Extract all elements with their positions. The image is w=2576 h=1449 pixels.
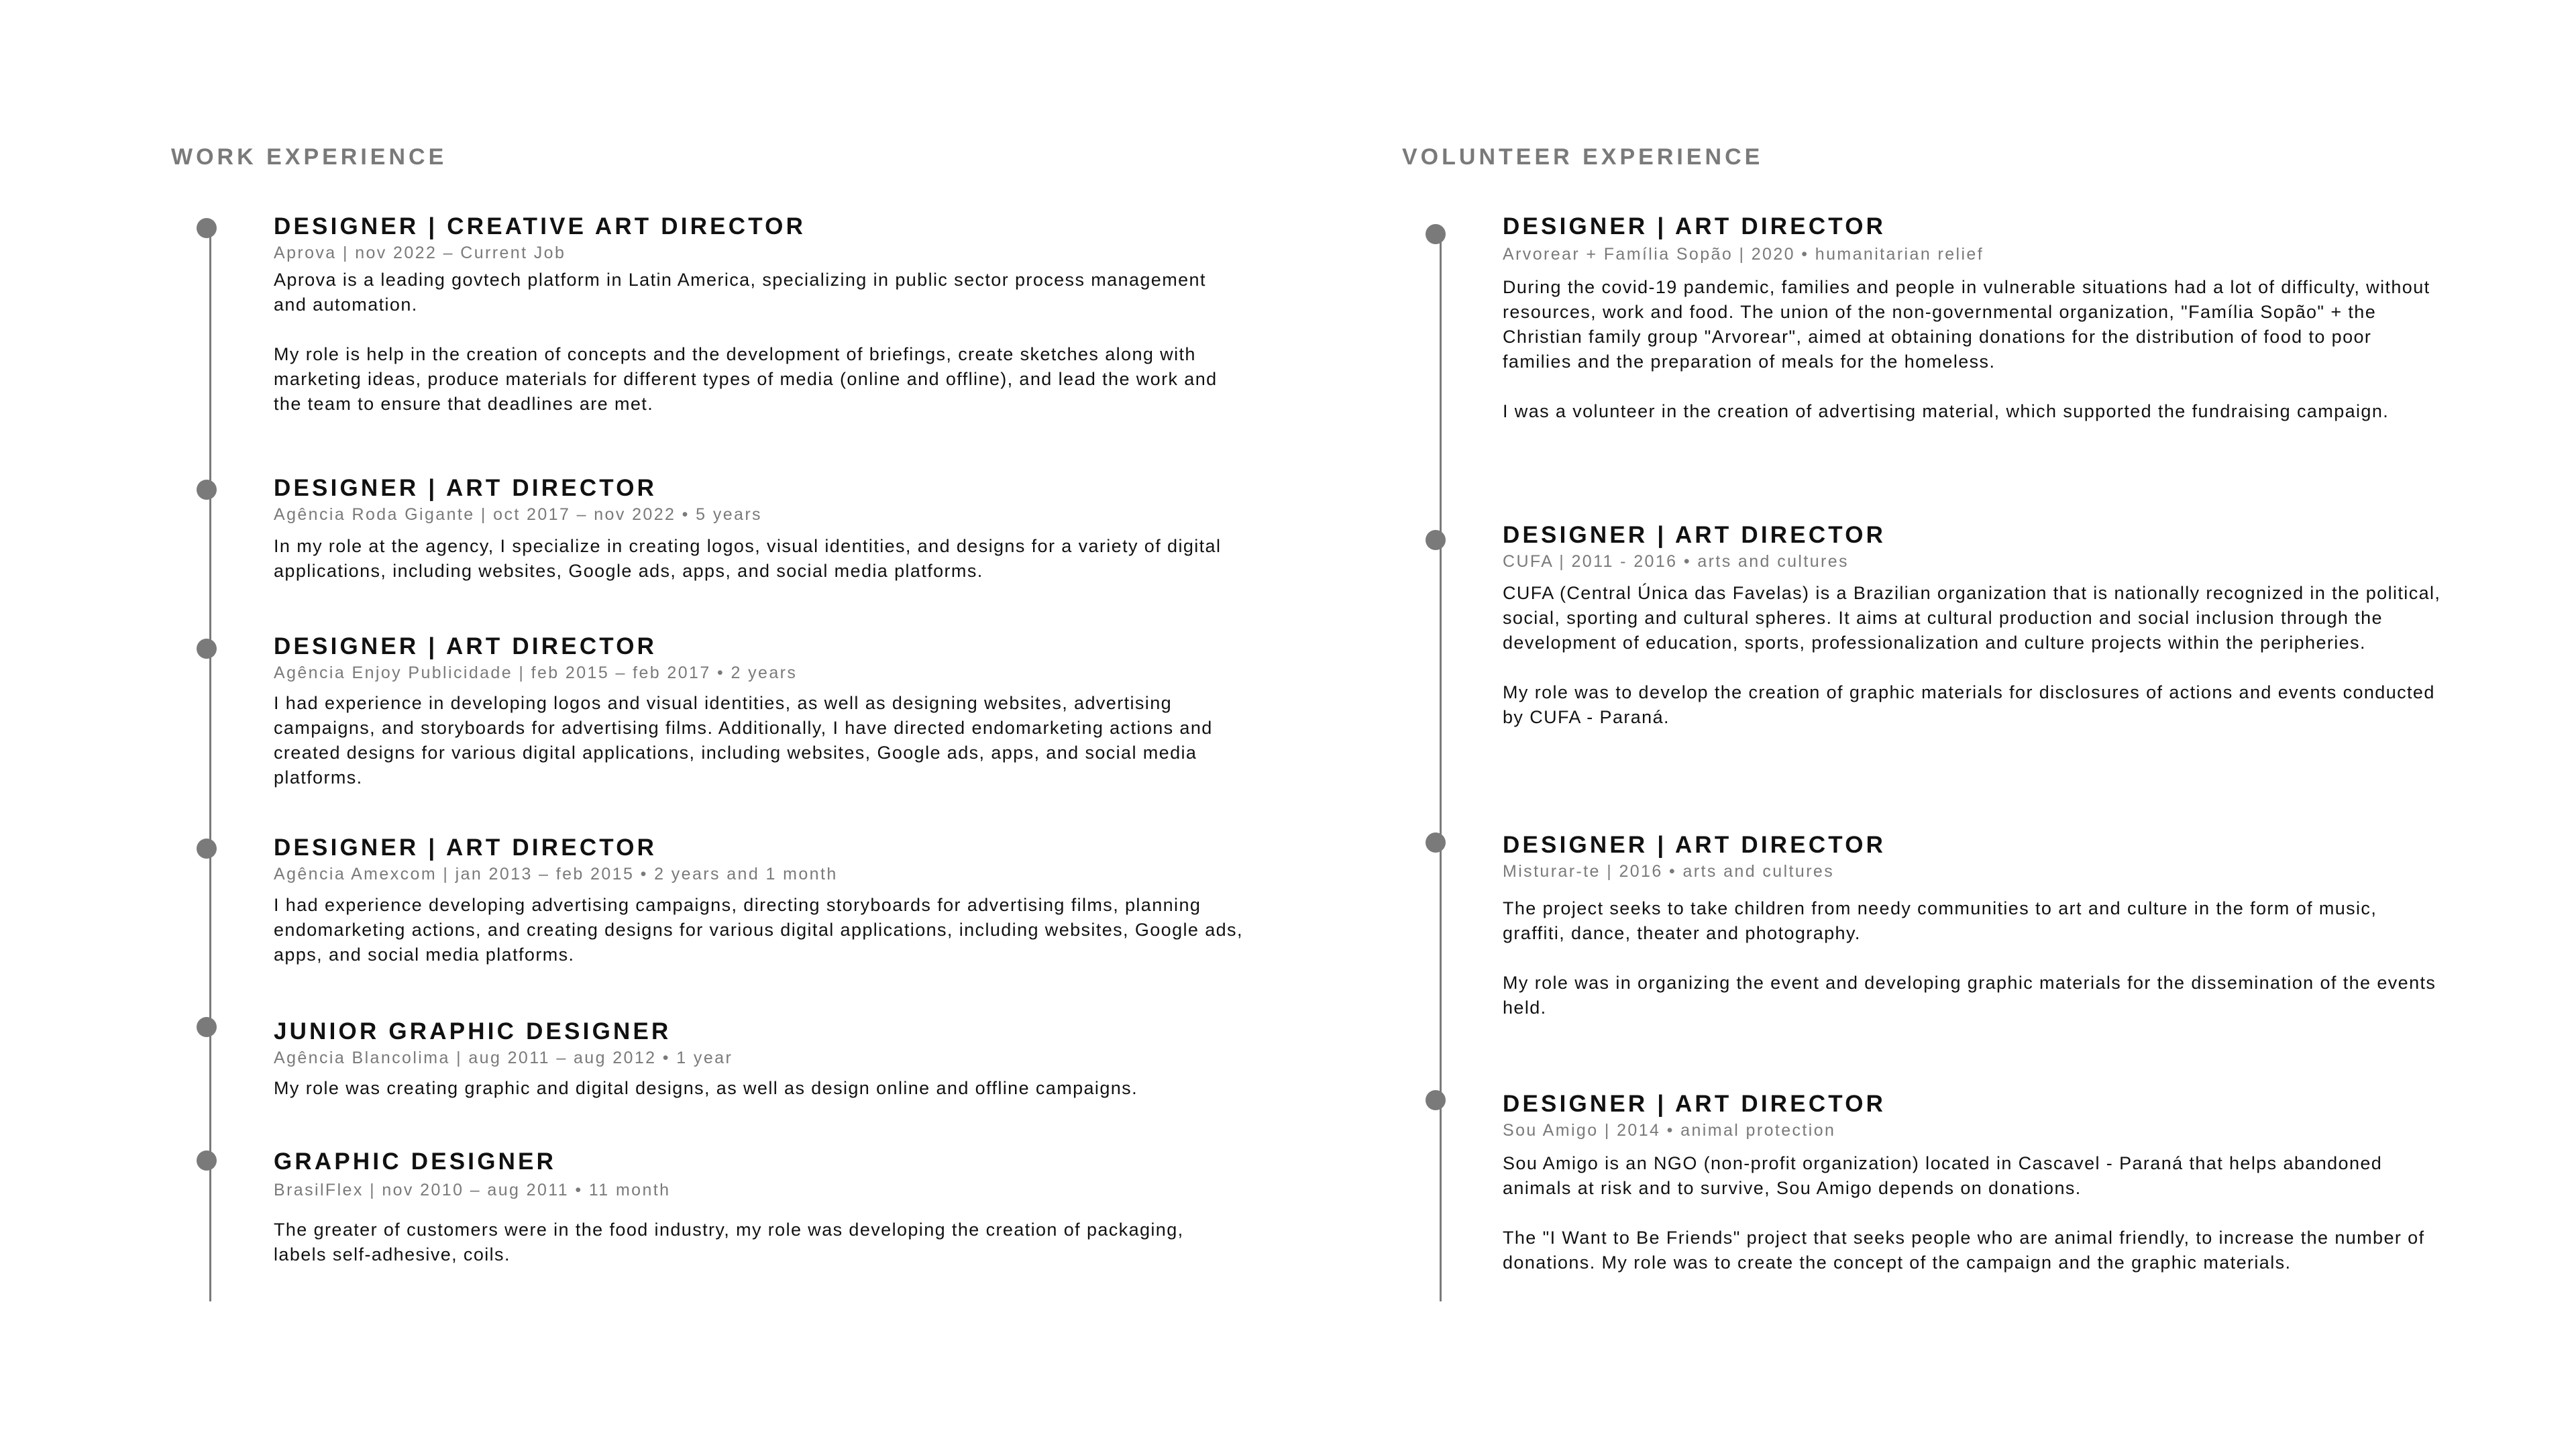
entry-meta: Sou Amigo | 2014 • animal protection [1503, 1121, 1836, 1140]
entry-meta: Agência Blancolima | aug 2011 – aug 2012 • 1 year [274, 1049, 733, 1067]
work-entry-5 [274, 1017, 1267, 1101]
entry-meta: Arvorear + Família Sopão | 2020 • humanitarian relief [1503, 245, 1984, 264]
work-entry-6 [274, 1147, 1226, 1267]
entry-title: DESIGNER | ART DIRECTOR [274, 475, 657, 501]
entry-meta: Agência Enjoy Publicidade | feb 2015 – feb 2017 • 2 years [274, 663, 798, 682]
entry-title: DESIGNER | ART DIRECTOR [1503, 213, 1886, 239]
entry-title: DESIGNER | ART DIRECTOR [1503, 522, 1886, 548]
work-entry-3 [274, 632, 1267, 790]
entry-title: DESIGNER | ART DIRECTOR [274, 633, 657, 659]
timeline-dot [1426, 833, 1446, 853]
entry-description: CUFA (Central Única das Favelas) is a Brazilian organization that is nationally recognized in the political, social, sporting and cultural spheres. It aims at cultural production and social inclusion through the development of education, sports, professionalization and culture projects within the peripheries. [1503, 583, 2441, 653]
entry-description: During the covid-19 pandemic, families and people in vulnerable situations had a lot of difficulty, without resources, work and food. The union of the non-governmental organization, "Família Sopão" + the Christian family group "Arvorear", aimed at obtaining donations for the distribution of food to poor families and the preparation of meals for the homeless. [1503, 277, 2430, 372]
entry-description: My role was in organizing the event and developing graphic materials for the dissemination of the events held. [1503, 973, 2436, 1018]
timeline-dot [197, 639, 217, 659]
volunteer-entry-2 [1503, 521, 2442, 730]
volunteer-experience-heading: VOLUNTEER EXPERIENCE [1402, 144, 1764, 170]
work-entry-4 [274, 833, 1267, 967]
timeline-dot [1426, 1090, 1446, 1110]
timeline-dot [197, 1017, 217, 1037]
work-experience-heading: WORK EXPERIENCE [171, 144, 447, 170]
volunteer-entry-1 [1503, 212, 2442, 424]
work-timeline-line [209, 223, 211, 1301]
timeline-dot [197, 218, 217, 238]
entry-description: I had experience developing advertising campaigns, directing storyboards for advertising films, planning endomarketing actions, and creating designs for various digital applications, including websites, Google ads, apps, and social media platforms. [274, 895, 1243, 965]
entry-title: JUNIOR GRAPHIC DESIGNER [274, 1018, 672, 1044]
entry-title: DESIGNER | CREATIVE ART DIRECTOR [274, 213, 806, 239]
work-entry-2 [274, 474, 1226, 584]
timeline-dot [197, 480, 217, 500]
entry-description: In my role at the agency, I specialize in creating logos, visual identities, and designs for a variety of digital applications, including websites, Google ads, apps, and social media platforms. [274, 536, 1222, 581]
work-entry-1 [274, 212, 1226, 417]
timeline-dot [197, 1150, 217, 1171]
entry-meta: BrasilFlex | nov 2010 – aug 2011 • 11 month [274, 1181, 671, 1199]
volunteer-timeline-line [1440, 231, 1442, 1301]
entry-description: I had experience in developing logos and visual identities, as well as designing websites, advertising campaigns, and storyboards for advertising films. Additionally, I have directed endomarketing actions and created designs for various digital applications, including websites, Google ads, apps, and social media platforms. [274, 693, 1213, 788]
timeline-dot [1426, 530, 1446, 550]
entry-meta: Aprova | nov 2022 – Current Job [274, 244, 566, 262]
entry-description: Aprova is a leading govtech platform in Latin America, specializing in public sector process management and automation. [274, 270, 1206, 315]
entry-meta: CUFA | 2011 - 2016 • arts and cultures [1503, 552, 1849, 571]
entry-description: My role is help in the creation of concepts and the development of briefings, create sketches along with marketing ideas, produce materials for different types of media (online and offline), and lead the work and the team to ensure that deadlines are met. [274, 344, 1218, 414]
volunteer-entry-4 [1503, 1089, 2442, 1275]
entry-description: The project seeks to take children from needy communities to art and culture in the form of music, graffiti, dance, theater and photography. [1503, 898, 2377, 943]
entry-meta: Agência Roda Gigante | oct 2017 – nov 2022 • 5 years [274, 505, 762, 524]
entry-description: My role was to develop the creation of graphic materials for disclosures of actions and events conducted by CUFA - Paraná. [1503, 682, 2435, 727]
volunteer-entry-3 [1503, 830, 2442, 1020]
entry-description: My role was creating graphic and digital designs, as well as design online and offline campaigns. [274, 1078, 1138, 1098]
entry-title: DESIGNER | ART DIRECTOR [274, 835, 657, 861]
entry-description: Sou Amigo is an NGO (non-profit organization) located in Cascavel - Paraná that helps abandoned animals at risk and to survive, Sou Amigo depends on donations. [1503, 1153, 2383, 1198]
entry-description: The greater of customers were in the food industry, my role was developing the creation of packaging, labels self-adhesive, coils. [274, 1220, 1184, 1265]
entry-meta: Agência Amexcom | jan 2013 – feb 2015 • 2 years and 1 month [274, 865, 838, 883]
entry-description: I was a volunteer in the creation of advertising material, which supported the fundraising campaign. [1503, 401, 2390, 421]
timeline-dot [1426, 224, 1446, 244]
entry-meta: Misturar-te | 2016 • arts and cultures [1503, 862, 1835, 881]
entry-title: DESIGNER | ART DIRECTOR [1503, 832, 1886, 858]
entry-title: DESIGNER | ART DIRECTOR [1503, 1091, 1886, 1117]
entry-title: GRAPHIC DESIGNER [274, 1148, 557, 1175]
timeline-dot [197, 839, 217, 859]
entry-description: The "I Want to Be Friends" project that seeks people who are animal friendly, to increase the number of donations. My role was to create the concept of the campaign and the graphic materials. [1503, 1228, 2425, 1273]
